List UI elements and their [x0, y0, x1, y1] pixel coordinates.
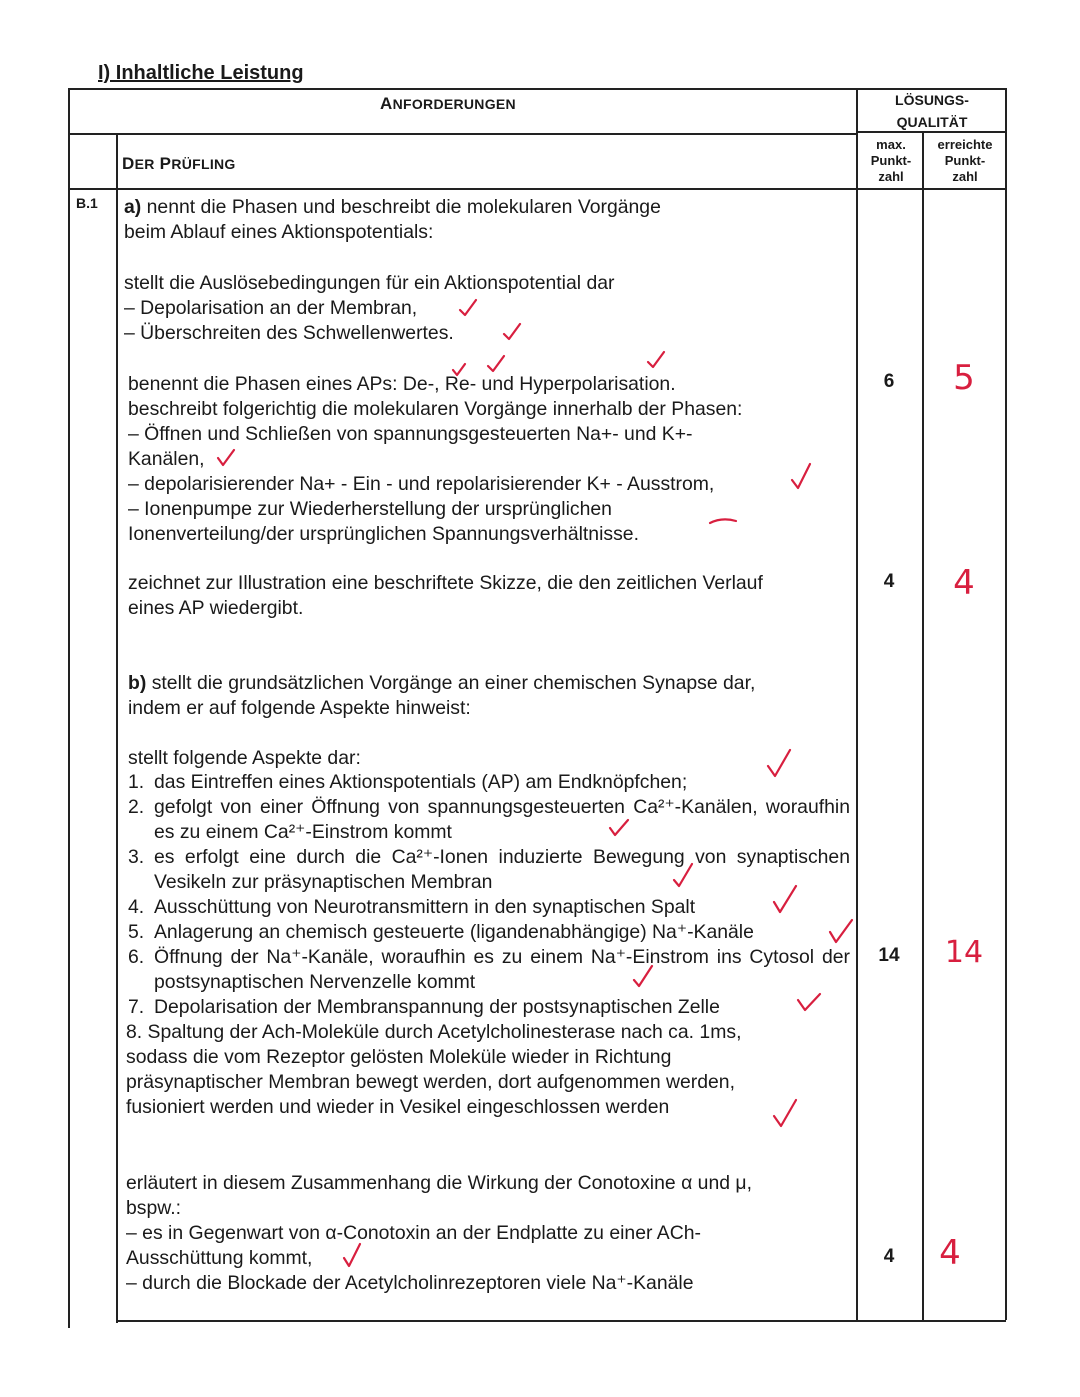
task-c-text: erläutert in diesem Zusammenhang die Wirkung der Conotoxine α und μ, bspw.: – es in Gegenwart von α-Conotoxin an der Endplatte zu einer ACh- Ausschüttung kommt, – durch die Blockade der Acetylcholinrezeptoren viele Na⁺-Kanäle [126, 1172, 752, 1294]
header-loesungsqualitaet: LÖSUNGS- QUALITÄT [895, 92, 969, 130]
achieved-points: 4 [939, 1233, 961, 1273]
check-mark-icon [216, 448, 236, 468]
max-points: 14 [878, 945, 900, 966]
achieved-points: 4 [953, 563, 975, 603]
check-mark-icon [608, 818, 630, 838]
list-item: 3. es erfolgt eine durch die Ca²⁺-Ionen induzierte Bewegung von synaptischen Vesikeln zur präsynaptischen Membran [128, 846, 850, 893]
check-mark-icon [790, 462, 814, 490]
achieved-points: 5 [953, 358, 975, 398]
list-item: 1. das Eintreffen eines Aktionspotentials (AP) am Endknöpfchen; [128, 771, 688, 793]
task-b-heading: b) stellt die grundsätzlichen Vorgänge an einer chemischen Synapse dar, indem er auf folgende Aspekte hinweist: [128, 672, 756, 719]
achieved-points: 14 [944, 935, 984, 970]
check-mark-icon [672, 862, 694, 888]
check-mark-icon [772, 1098, 798, 1128]
dash-mark-icon [708, 515, 738, 527]
task-a-block3: zeichnet zur Illustration eine beschriftete Skizze, die den zeitlichen Verlauf eines AP wiedergibt. [128, 572, 763, 619]
check-mark-icon [772, 884, 798, 914]
check-mark-icon [828, 918, 854, 944]
max-points: 4 [883, 1246, 895, 1267]
row-label: B.1 [76, 195, 98, 211]
check-mark-icon [646, 350, 666, 370]
check-mark-icon [502, 322, 522, 342]
task-b-list [128, 770, 850, 1020]
section-title: I) Inhaltliche Leistung [98, 62, 304, 84]
task-b-item8: 8. Spaltung der Ach-Moleküle durch Acetylcholinesterase nach ca. 1ms, sodass die vom Rezeptor gelösten Moleküle wieder in Richtung präsynaptischer Membran bewegt werden, dort aufgenommen werden, fusioniert werden und wieder in Vesikel eingeschlossen werden [126, 1021, 742, 1118]
list-item: 4. Ausschüttung von Neurotransmittern in den synaptischen Spalt [128, 896, 696, 918]
task-a-block2: benennt die Phasen eines APs: De-, Re- und Hyperpolarisation. beschreibt folgerichtig die molekularen Vorgänge innerhalb der Phasen: – Öffnen und Schließen von spannungsgesteuerten Na+- und K+- Kanälen, – depolarisierender Na+ - Ein - und repolarisierender K+ - Ausstrom, – Ionenpumpe zur Wiederherstellung der ursprünglichen Ionenverteilung/der ursprünglichen Spannungsverhältnisse. [128, 373, 743, 545]
max-points: 4 [883, 571, 895, 592]
header-der-pruefling: DER PRÜFLING [122, 154, 236, 173]
task-b-intro: stellt folgende Aspekte dar: [128, 747, 361, 769]
max-points: 6 [883, 371, 895, 392]
check-mark-icon [451, 362, 467, 378]
task-a-heading: a) nennt die Phasen und beschreibt die molekularen Vorgänge beim Ablauf eines Aktionspotentials: [124, 196, 661, 243]
task-a-block1: stellt die Auslösebedingungen für ein Aktionspotential dar – Depolarisation an der Membran, – Überschreiten des Schwellenwertes. [124, 272, 615, 344]
check-mark-icon [458, 298, 478, 318]
list-item: 6. Öffnung der Na⁺-Kanäle, woraufhin es zu einem Na⁺-Einstrom ins Cytosol der postsynaptischen Nervenzelle kommt [128, 946, 850, 993]
check-mark-icon [632, 964, 654, 988]
list-item: 5. Anlagerung an chemisch gesteuerte (ligandenabhängige) Na⁺-Kanäle [128, 921, 754, 943]
header-erreichte-punktzahl: erreichte Punkt- zahl [937, 137, 993, 184]
list-item: 7. Depolarisation der Membranspannung der postsynaptischen Zelle [128, 996, 720, 1018]
check-mark-icon [342, 1242, 362, 1268]
check-mark-icon [486, 354, 506, 374]
header-anforderungen: ANFORDERUNGEN [380, 94, 516, 113]
header-max-punktzahl: max. Punkt- zahl [870, 137, 912, 184]
list-item: 2. gefolgt von einer Öffnung von spannungsgesteuerten Ca²⁺-Kanälen, woraufhin es zu einem Ca²⁺-Einstrom kommt [128, 796, 850, 843]
check-mark-icon [766, 748, 794, 778]
check-mark-icon [796, 992, 822, 1012]
